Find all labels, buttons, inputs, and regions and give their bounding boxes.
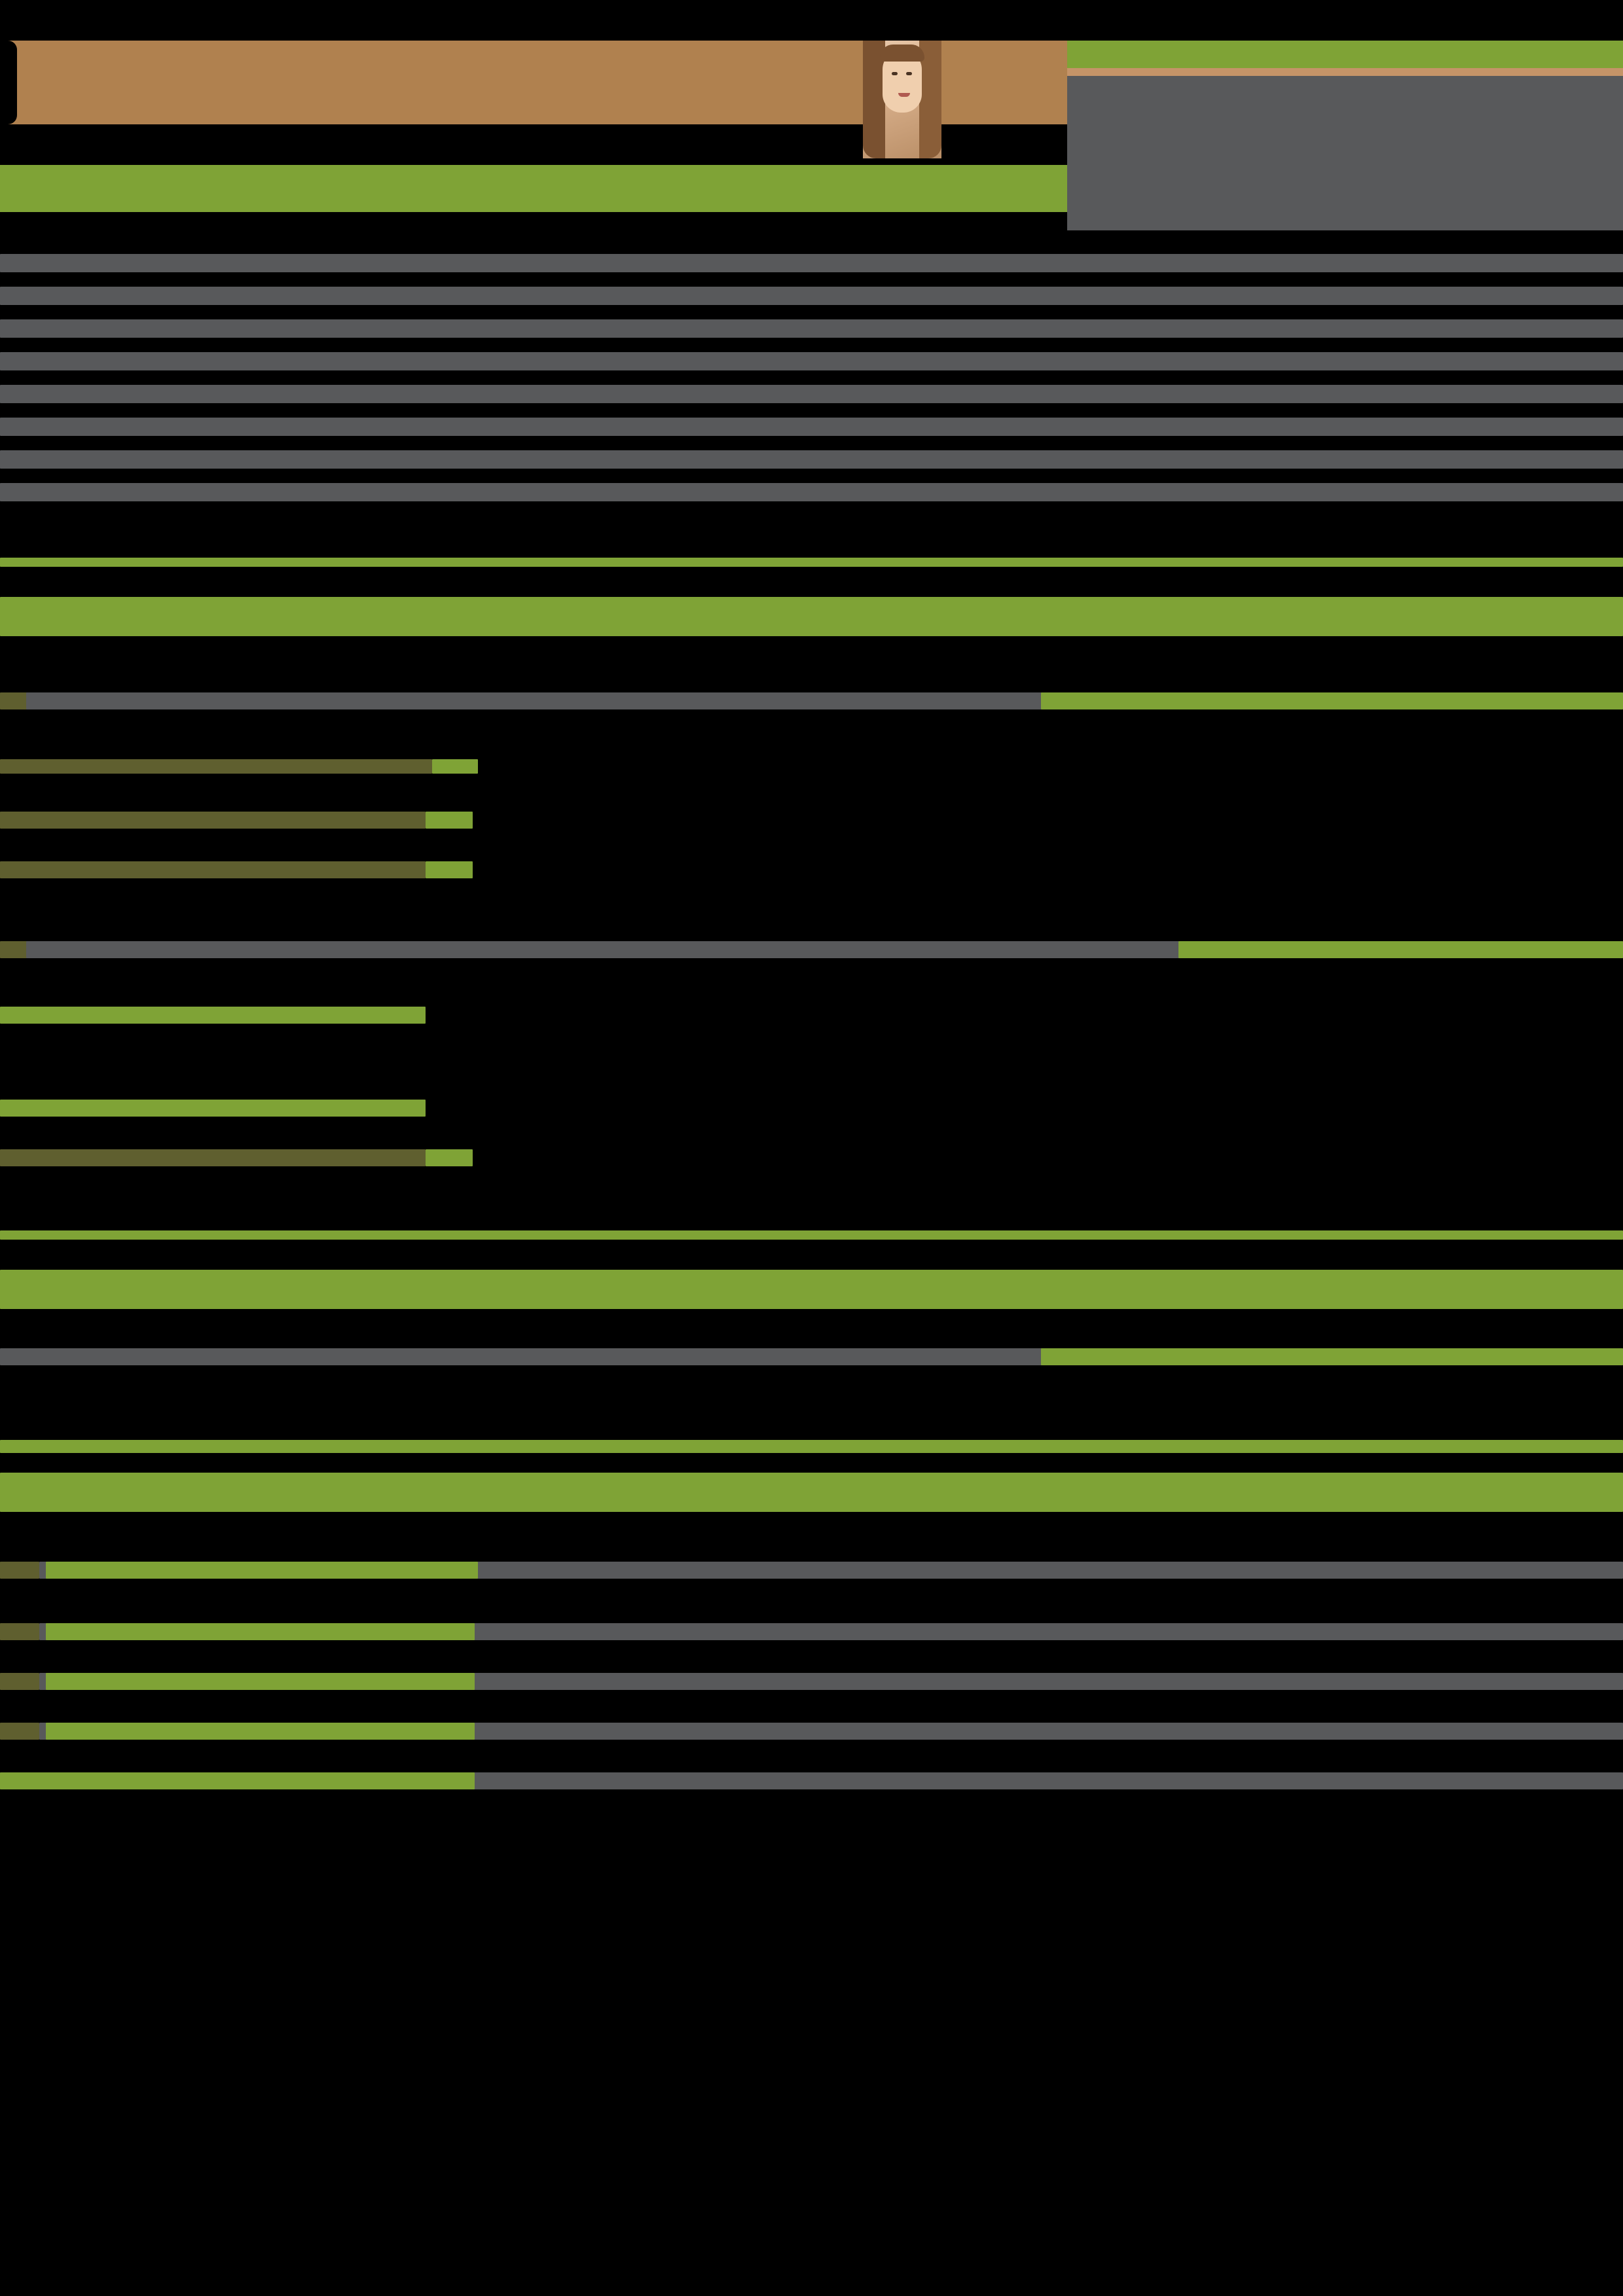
s1-e2-line	[0, 759, 432, 774]
s2-e1-accent	[1178, 941, 1623, 958]
s2-e4-line	[0, 1149, 426, 1166]
s4-e2-accent	[46, 1623, 475, 1640]
s4-e1-accent	[46, 1562, 478, 1579]
s4-e4-badge	[0, 1723, 39, 1740]
section-4-heading	[0, 1473, 1623, 1512]
s4-e1-badge	[0, 1562, 39, 1579]
summary-line-3	[0, 319, 1623, 338]
eye-left	[892, 72, 898, 75]
s4-e2-badge	[0, 1623, 39, 1640]
s3-e1-accent	[1041, 1348, 1623, 1365]
summary-line-8	[0, 483, 1623, 501]
section-4-rule	[0, 1440, 1623, 1453]
s4-e3-accent	[46, 1673, 475, 1690]
summary-line-2	[0, 287, 1623, 305]
section-3-heading	[0, 1270, 1623, 1309]
s1-e3-line	[0, 812, 426, 829]
s1-e4-line	[0, 861, 426, 878]
summary-line-7	[0, 450, 1623, 469]
sidebar-contact-panel	[1067, 76, 1623, 230]
header-notch	[0, 41, 17, 124]
s1-e4-accent	[426, 861, 473, 878]
summary-line-6	[0, 418, 1623, 436]
s4-e5-accent	[0, 1772, 475, 1789]
s1-e2-accent	[432, 759, 478, 774]
summary-line-5	[0, 385, 1623, 403]
section-1-rule	[0, 558, 1623, 567]
header-accent-strip	[1067, 41, 1623, 68]
eye-right	[906, 72, 912, 75]
avatar	[863, 41, 941, 158]
s1-e1-accent	[1041, 692, 1623, 709]
fringe	[880, 45, 924, 62]
s2-e2-line	[0, 1007, 426, 1024]
section-3-rule	[0, 1230, 1623, 1240]
s2-e3-line	[0, 1100, 426, 1117]
s2-e4-accent	[426, 1149, 473, 1166]
s1-e3-accent	[426, 812, 473, 829]
section-1-heading	[0, 597, 1623, 636]
summary-line-1	[0, 254, 1623, 272]
header-tan-strip	[1067, 68, 1623, 76]
s4-e4-accent	[46, 1723, 475, 1740]
s4-e3-badge	[0, 1673, 39, 1690]
header-title-band	[0, 165, 1067, 212]
summary-line-4	[0, 352, 1623, 370]
